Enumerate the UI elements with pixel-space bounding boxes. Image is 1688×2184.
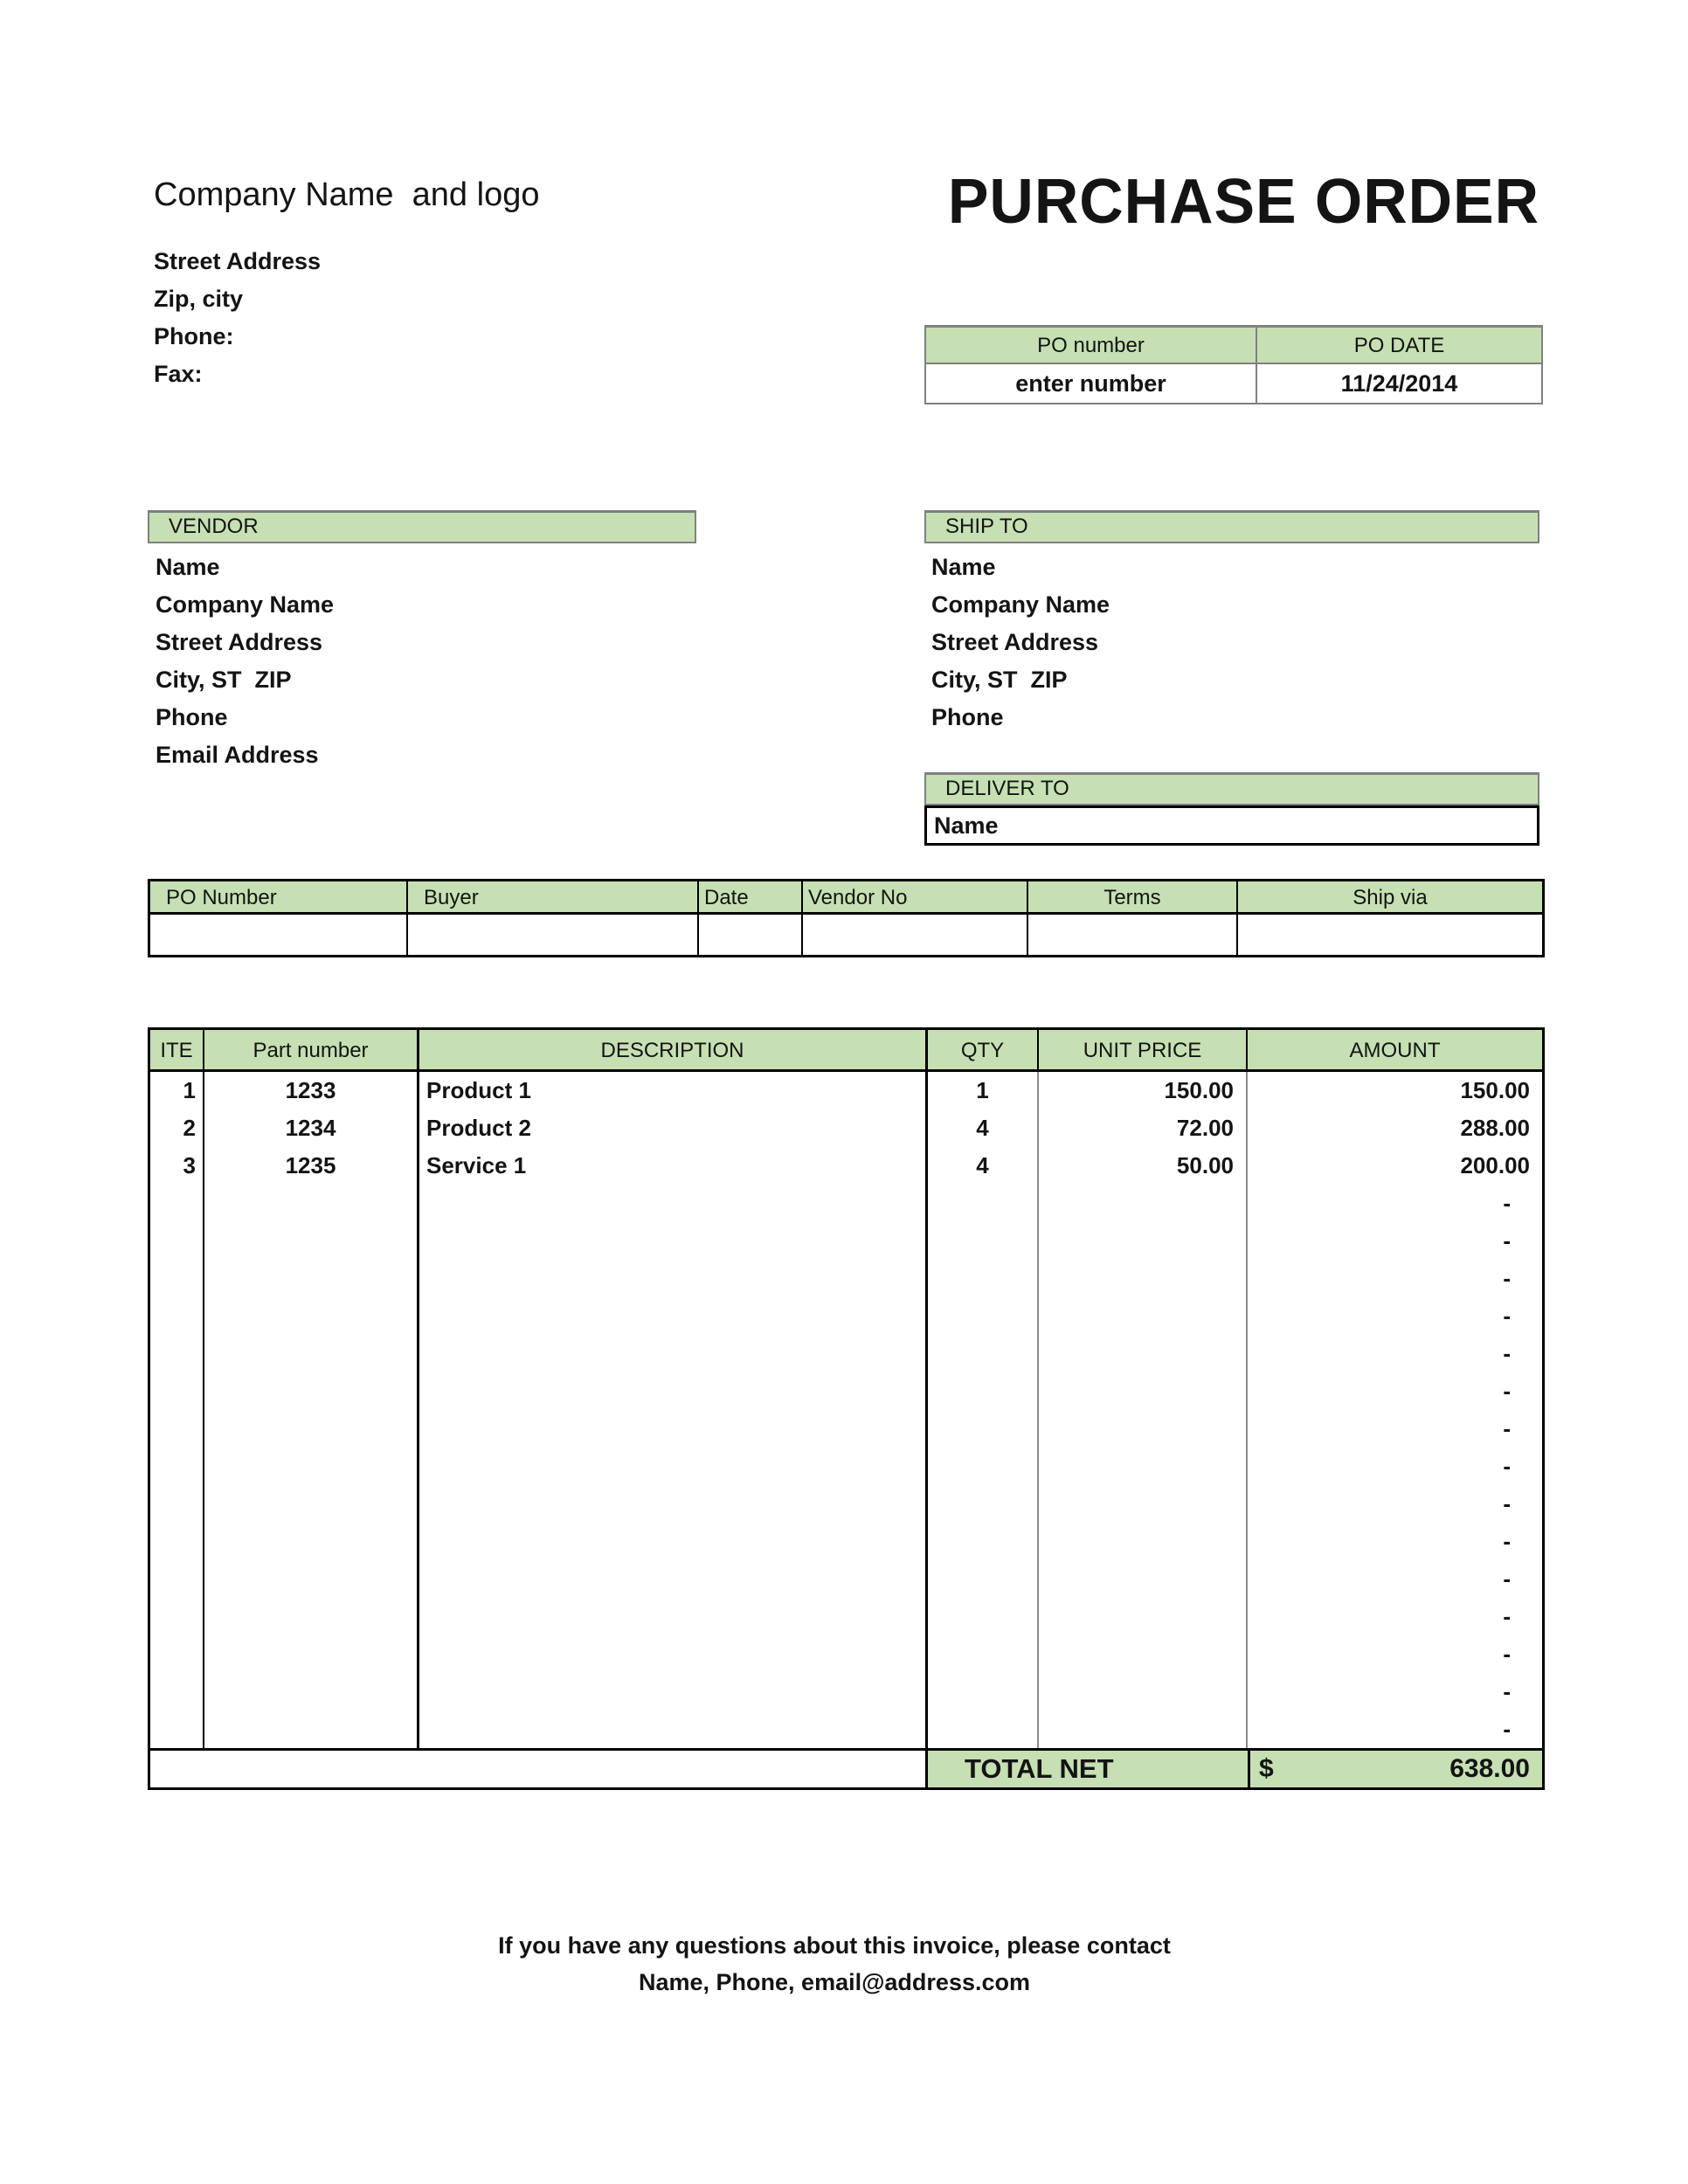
item-cell-amount[interactable]: - [1503, 1303, 1511, 1329]
po-number-field[interactable]: enter number [926, 364, 1257, 403]
item-cell-part-number[interactable] [204, 1410, 419, 1448]
vendor-street-address: Street Address [156, 629, 323, 655]
order-info-header-terms: Terms [1028, 881, 1238, 915]
item-cell-description[interactable] [419, 1598, 928, 1635]
item-cell-part-number[interactable] [204, 1560, 419, 1598]
item-cell-unit-price[interactable]: 50.00 [1039, 1147, 1248, 1185]
item-cell-amount[interactable]: - [1503, 1716, 1511, 1742]
order-info-header-po-number: PO Number [150, 881, 408, 915]
item-cell-unit-price[interactable] [1039, 1485, 1248, 1523]
items-table [148, 1027, 1545, 1748]
company-phone: Phone: [154, 323, 234, 349]
item-cell-amount[interactable]: - [1503, 1378, 1511, 1404]
item-cell-amount[interactable]: - [1503, 1678, 1511, 1704]
item-cell-item-no[interactable] [150, 1448, 204, 1485]
item-cell-unit-price[interactable] [1039, 1372, 1248, 1410]
item-cell-description[interactable]: Product 2 [419, 1109, 928, 1147]
item-cell-qty[interactable] [928, 1410, 1039, 1448]
total-empty-cell [148, 1748, 928, 1790]
item-cell-unit-price[interactable] [1039, 1560, 1248, 1598]
order-info-value-row [150, 915, 1542, 955]
item-cell-unit-price[interactable]: 150.00 [1039, 1072, 1248, 1109]
item-cell-qty[interactable] [928, 1260, 1039, 1297]
vendor-section-header: VENDOR [148, 510, 696, 543]
item-cell-unit-price[interactable] [1039, 1297, 1248, 1335]
item-cell-qty[interactable] [928, 1372, 1039, 1410]
item-cell-amount[interactable]: 200.00 [1460, 1152, 1530, 1178]
item-cell-part-number[interactable] [204, 1598, 419, 1635]
po-date-header: PO DATE [1257, 328, 1541, 364]
order-info-field-terms[interactable] [1028, 915, 1238, 955]
order-info-header-buyer: Buyer [408, 881, 699, 915]
vendor-company-name: Company Name [156, 591, 335, 618]
item-cell-item-no[interactable] [150, 1560, 204, 1598]
order-info-field-ship-via[interactable] [1238, 915, 1542, 955]
item-cell-qty[interactable] [928, 1673, 1039, 1711]
item-cell-part-number[interactable] [204, 1372, 419, 1410]
page-title: PURCHASE ORDER [947, 167, 1539, 237]
item-cell-part-number[interactable]: 1235 [204, 1147, 419, 1185]
company-fax: Fax: [154, 361, 203, 387]
item-cell-qty[interactable]: 4 [928, 1147, 1039, 1185]
item-cell-amount[interactable]: 288.00 [1460, 1115, 1530, 1141]
item-cell-amount[interactable]: - [1503, 1227, 1511, 1254]
table-row [150, 1335, 1542, 1372]
item-cell-unit-price[interactable] [1039, 1335, 1248, 1372]
table-row [150, 1711, 1542, 1748]
item-cell-amount[interactable]: - [1503, 1190, 1511, 1216]
item-cell-unit-price[interactable] [1039, 1711, 1248, 1748]
items-header-unit-price: UNIT PRICE [1039, 1030, 1248, 1072]
ship-to-section-header: SHIP TO [924, 510, 1539, 543]
order-info-field-date[interactable] [699, 915, 803, 955]
item-cell-description[interactable] [419, 1635, 928, 1673]
ship-to-street-address: Street Address [931, 629, 1099, 655]
item-cell-qty[interactable] [928, 1598, 1039, 1635]
item-cell-description[interactable]: Service 1 [419, 1147, 928, 1185]
item-cell-item-no[interactable] [150, 1635, 204, 1673]
item-cell-qty[interactable]: 1 [928, 1072, 1039, 1109]
item-cell-unit-price[interactable] [1039, 1410, 1248, 1448]
item-cell-amount[interactable]: - [1503, 1641, 1511, 1667]
total-row [148, 1748, 1545, 1790]
item-cell-description[interactable] [419, 1673, 928, 1711]
order-info-field-buyer[interactable] [408, 915, 699, 955]
total-net-label: TOTAL NET [925, 1748, 1250, 1790]
item-cell-description[interactable] [419, 1711, 928, 1748]
order-info-header-row [150, 881, 1542, 915]
vendor-city-st-zip: City, ST ZIP [156, 667, 292, 693]
po-meta-table [924, 325, 1543, 404]
deliver-to-name-field[interactable]: Name [924, 805, 1539, 846]
ship-to-city-st-zip: City, ST ZIP [931, 667, 1068, 693]
item-cell-item-no[interactable] [150, 1372, 204, 1410]
item-cell-qty[interactable]: 4 [928, 1109, 1039, 1147]
item-cell-item-no[interactable] [150, 1185, 204, 1222]
order-info-header-date: Date [699, 881, 803, 915]
item-cell-part-number[interactable] [204, 1222, 419, 1260]
footer-contact-line: If you have any questions about this invoice, please contact [498, 1932, 1171, 1959]
item-cell-amount[interactable]: - [1503, 1415, 1511, 1441]
item-cell-unit-price[interactable] [1039, 1523, 1248, 1560]
item-cell-item-no[interactable] [150, 1485, 204, 1523]
item-cell-description[interactable] [419, 1485, 928, 1523]
vendor-name: Name [156, 554, 220, 580]
item-cell-unit-price[interactable] [1039, 1260, 1248, 1297]
vendor-email-address: Email Address [156, 742, 319, 768]
item-cell-item-no[interactable] [150, 1222, 204, 1260]
items-body [150, 1072, 1542, 1748]
item-cell-part-number[interactable]: 1234 [204, 1109, 419, 1147]
company-street-address: Street Address [154, 248, 322, 274]
item-cell-part-number[interactable] [204, 1673, 419, 1711]
table-row [150, 1260, 1542, 1297]
item-cell-part-number[interactable] [204, 1297, 419, 1335]
table-row [150, 1185, 1542, 1222]
items-header-part-number: Part number [204, 1030, 419, 1072]
item-cell-amount[interactable]: - [1503, 1265, 1511, 1291]
company-zip-city: Zip, city [154, 286, 244, 312]
items-header-item: ITE [150, 1030, 204, 1072]
item-cell-part-number[interactable] [204, 1185, 419, 1222]
po-number-header: PO number [926, 328, 1257, 364]
item-cell-amount[interactable]: - [1503, 1565, 1511, 1592]
item-cell-unit-price[interactable] [1039, 1185, 1248, 1222]
table-row [150, 1485, 1542, 1523]
order-info-table [148, 879, 1545, 957]
items-header-qty: QTY [928, 1030, 1039, 1072]
item-cell-description[interactable] [419, 1260, 928, 1297]
item-cell-qty[interactable] [928, 1297, 1039, 1335]
ship-to-company-name: Company Name [931, 591, 1110, 618]
item-cell-item-no[interactable] [150, 1711, 204, 1748]
item-cell-qty[interactable] [928, 1560, 1039, 1598]
table-row [150, 1523, 1542, 1560]
item-cell-amount[interactable]: - [1503, 1528, 1511, 1554]
item-cell-description[interactable] [419, 1560, 928, 1598]
table-row [150, 1635, 1542, 1673]
item-cell-item-no[interactable]: 2 [150, 1109, 204, 1147]
item-cell-item-no[interactable] [150, 1598, 204, 1635]
table-row [150, 1222, 1542, 1260]
item-cell-item-no[interactable]: 3 [150, 1147, 204, 1185]
total-net-amount [1248, 1748, 1545, 1790]
item-cell-description[interactable] [419, 1297, 928, 1335]
table-row [150, 1109, 1542, 1147]
table-row [150, 1147, 1542, 1185]
items-header-description: DESCRIPTION [419, 1030, 928, 1072]
table-row [150, 1598, 1542, 1635]
table-row [150, 1560, 1542, 1598]
item-cell-amount[interactable]: - [1503, 1453, 1511, 1479]
items-header-row [150, 1030, 1542, 1072]
item-cell-amount[interactable]: 150.00 [1460, 1077, 1530, 1103]
item-cell-description[interactable] [419, 1523, 928, 1560]
table-row [150, 1410, 1542, 1448]
item-cell-item-no[interactable]: 1 [150, 1072, 204, 1109]
order-info-header-ship-via: Ship via [1238, 881, 1542, 915]
item-cell-unit-price[interactable] [1039, 1673, 1248, 1711]
deliver-to-section-header: DELIVER TO [924, 772, 1539, 805]
total-net-value: 638.00 [1449, 1754, 1530, 1783]
company-name: Company Name and logo [154, 176, 540, 213]
item-cell-qty[interactable] [928, 1185, 1039, 1222]
item-cell-qty[interactable] [928, 1335, 1039, 1372]
item-cell-qty[interactable] [928, 1222, 1039, 1260]
item-cell-description[interactable] [419, 1222, 928, 1260]
item-cell-part-number[interactable] [204, 1635, 419, 1673]
item-cell-description[interactable] [419, 1372, 928, 1410]
order-info-header-vendor-no: Vendor No [803, 881, 1028, 915]
item-cell-part-number[interactable] [204, 1485, 419, 1523]
item-cell-qty[interactable] [928, 1711, 1039, 1748]
item-cell-amount[interactable]: - [1503, 1603, 1511, 1629]
item-cell-unit-price[interactable]: 72.00 [1039, 1109, 1248, 1147]
currency-symbol: $ [1259, 1754, 1274, 1783]
ship-to-phone: Phone [931, 704, 1004, 730]
table-row [150, 1297, 1542, 1335]
footer-contact-details: Name, Phone, email@address.com [639, 1969, 1030, 1995]
item-cell-description[interactable] [419, 1185, 928, 1222]
item-cell-qty[interactable] [928, 1635, 1039, 1673]
item-cell-part-number[interactable]: 1233 [204, 1072, 419, 1109]
item-cell-unit-price[interactable] [1039, 1222, 1248, 1260]
item-cell-item-no[interactable] [150, 1335, 204, 1372]
item-cell-part-number[interactable] [204, 1711, 419, 1748]
item-cell-item-no[interactable] [150, 1297, 204, 1335]
item-cell-description[interactable]: Product 1 [419, 1072, 928, 1109]
item-cell-item-no[interactable] [150, 1260, 204, 1297]
po-date-field[interactable]: 11/24/2014 [1340, 370, 1458, 397]
item-cell-qty[interactable] [928, 1485, 1039, 1523]
order-info-field-vendor-no[interactable] [803, 915, 1028, 955]
item-cell-part-number[interactable] [204, 1523, 419, 1560]
item-cell-qty[interactable] [928, 1523, 1039, 1560]
ship-to-name: Name [931, 554, 996, 580]
table-row [150, 1072, 1542, 1109]
table-row [150, 1448, 1542, 1485]
item-cell-item-no[interactable] [150, 1523, 204, 1560]
order-info-field-po-number[interactable] [150, 915, 408, 955]
item-cell-item-no[interactable] [150, 1673, 204, 1711]
item-cell-description[interactable] [419, 1410, 928, 1448]
item-cell-part-number[interactable] [204, 1448, 419, 1485]
item-cell-description[interactable] [419, 1448, 928, 1485]
item-cell-unit-price[interactable] [1039, 1448, 1248, 1485]
item-cell-item-no[interactable] [150, 1410, 204, 1448]
table-row [150, 1673, 1542, 1711]
items-header-amount: AMOUNT [1248, 1030, 1542, 1072]
item-cell-amount[interactable]: - [1503, 1340, 1511, 1366]
item-cell-part-number[interactable] [204, 1335, 419, 1372]
item-cell-unit-price[interactable] [1039, 1598, 1248, 1635]
item-cell-unit-price[interactable] [1039, 1635, 1248, 1673]
item-cell-qty[interactable] [928, 1448, 1039, 1485]
item-cell-description[interactable] [419, 1335, 928, 1372]
vendor-phone: Phone [156, 704, 228, 730]
item-cell-part-number[interactable] [204, 1260, 419, 1297]
item-cell-amount[interactable]: - [1503, 1490, 1511, 1517]
table-row [150, 1372, 1542, 1410]
